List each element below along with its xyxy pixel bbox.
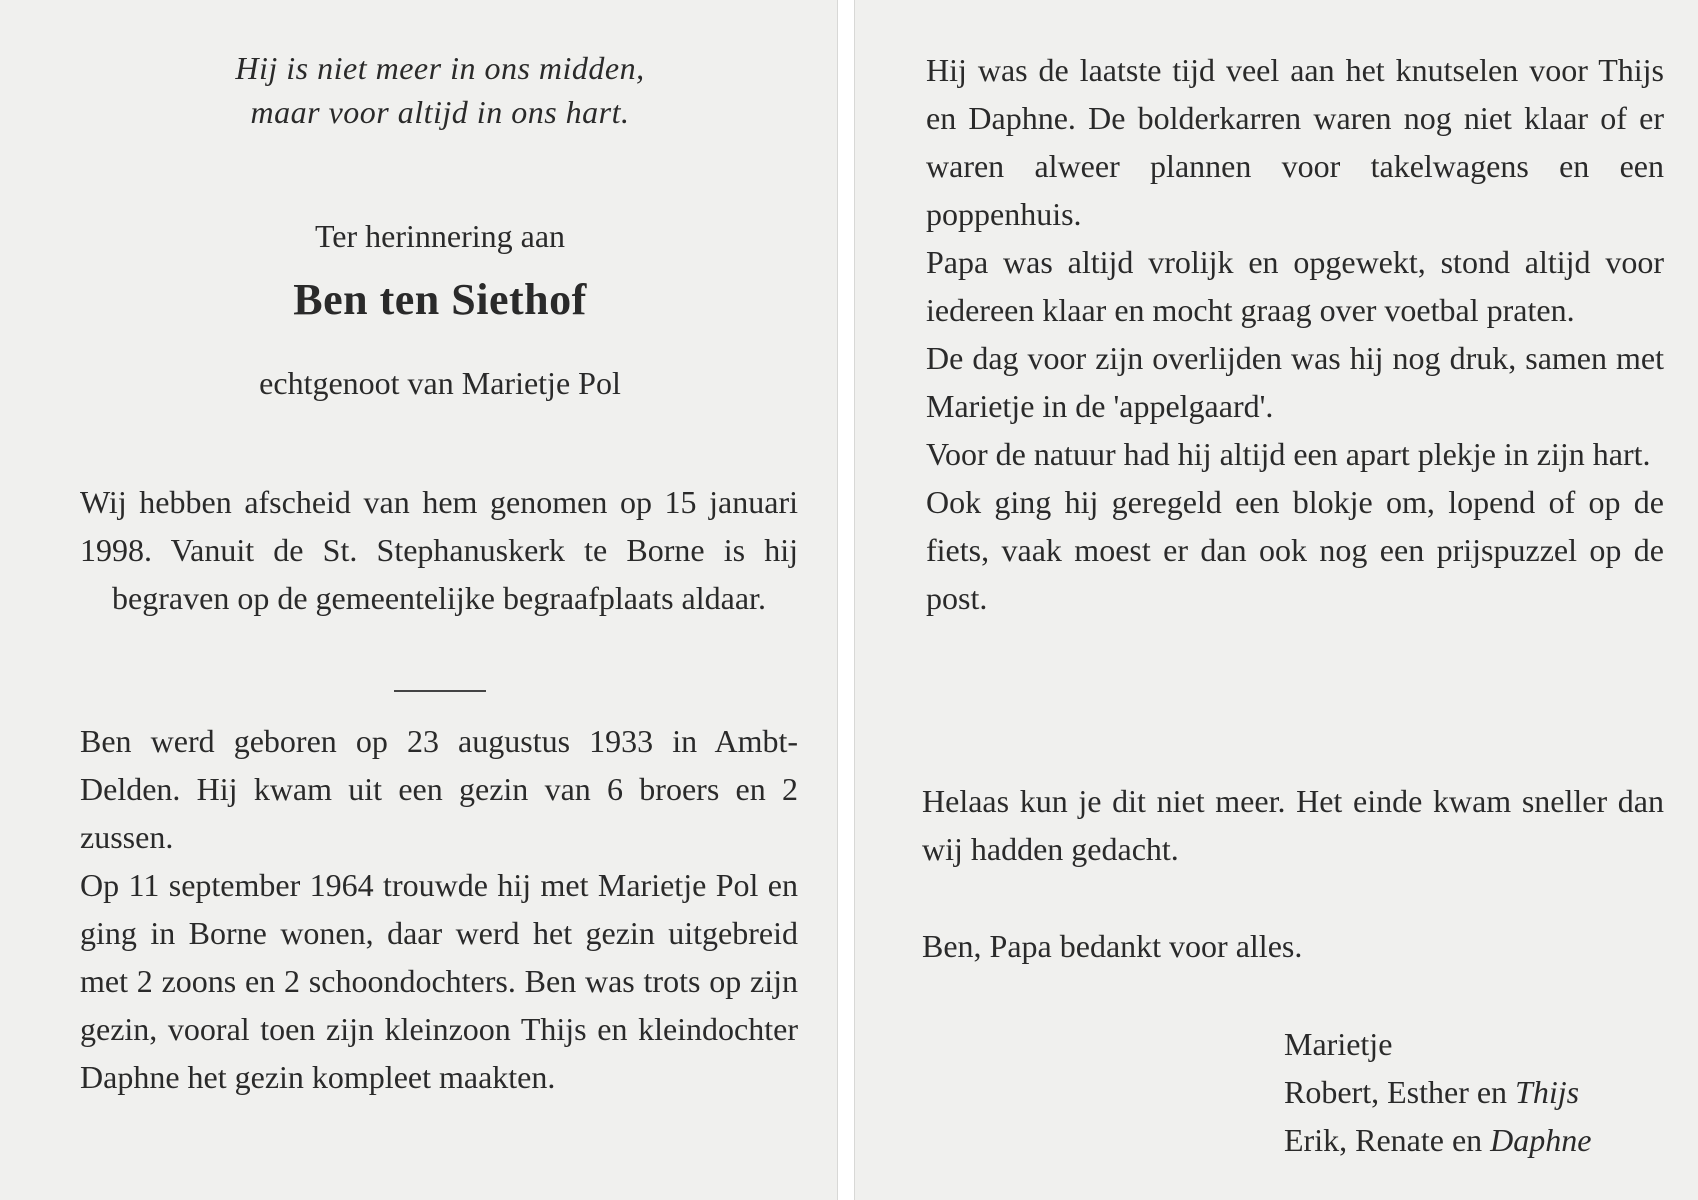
divider-line [394, 690, 486, 692]
motto-line-2: maar voor altijd in ons hart. [250, 94, 630, 130]
memory-paragraph-orchard: De dag voor zijn overlijden was hij nog druk, samen met Marietje in de 'appelgaard'. [926, 340, 1664, 424]
signature-line-3 [1284, 1116, 1684, 1164]
closing-paragraph: Helaas kun je dit niet meer. Het einde kwam sneller dan wij hadden gedacht. [922, 783, 1664, 867]
memory-paragraph-nature: Voor de natuur had hij altijd een apart plekje in zijn hart. [926, 436, 1651, 472]
signature-line-3-names: Erik, Renate en [1284, 1122, 1491, 1158]
memory-paragraph-crafting: Hij was de laatste tijd veel aan het knutselen voor Thijs en Daphne. De bolderkarren waren nog niet klaar of er waren alweer plannen voor takelwagens en een poppenhuis. [926, 52, 1664, 232]
deceased-name: Ben ten Siethof [293, 275, 587, 324]
signature-line-1: Marietje [1284, 1026, 1393, 1062]
family-signatures [1284, 1020, 1684, 1164]
thank-you-line: Ben, Papa bedankt voor alles. [922, 928, 1303, 964]
signature-line-2-names: Robert, Esther en [1284, 1074, 1516, 1110]
memory-paragraph-cheerful: Papa was altijd vrolijk en opgewekt, stond altijd voor iedereen klaar en mocht graag over voetbal praten. [926, 244, 1664, 328]
card-fold-gutter [838, 0, 854, 1200]
farewell-paragraph: Wij hebben afscheid van hem genomen op 15 januari 1998. Vanuit de St. Stephanuskerk te Borne is hij begraven op de gemeentelijke begraafplaats aldaar. [80, 484, 798, 616]
motto-line-1: Hij is niet meer in ons midden, [235, 50, 645, 86]
signature-line-2 [1284, 1068, 1684, 1116]
memories [926, 46, 1664, 622]
signature-grandchild-thijs: Thijs [1515, 1074, 1580, 1110]
left-card-page [0, 0, 838, 1200]
life-story [80, 717, 798, 1101]
spouse-line: echtgenoot van Marietje Pol [259, 365, 621, 401]
memory-paragraph-walks: Ook ging hij geregeld een blokje om, lopend of op de fiets, vaak moest er dan ook nog een prijspuzzel op de post. [926, 484, 1664, 616]
life-paragraph-marriage: Op 11 september 1964 trouwde hij met Marietje Pol en ging in Borne wonen, daar werd het gezin uitgebreid met 2 zoons en 2 schoondochters. Ben was trots op zijn gezin, vooral toen zijn kleinzoon Thijs en kleindochter Daphne het gezin kompleet maakten. [80, 867, 798, 1095]
life-paragraph-birth: Ben werd geboren op 23 augustus 1933 in Ambt-Delden. Hij kwam uit een gezin van 6 broers en 2 zussen. [80, 723, 798, 855]
signature-grandchild-daphne: Daphne [1490, 1122, 1592, 1158]
motto [80, 46, 800, 134]
remembrance-intro: Ter herinnering aan [314, 218, 566, 254]
